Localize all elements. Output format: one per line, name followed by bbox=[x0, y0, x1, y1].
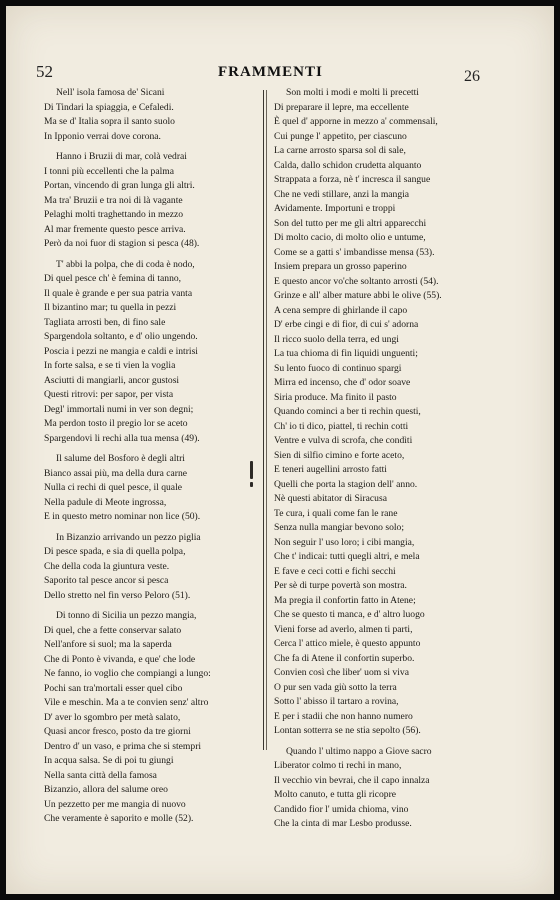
verse-line: Vieni forse ad averlo, almen ti parti, bbox=[274, 623, 413, 635]
verse-line: Insiem prepara un grosso paperino bbox=[274, 261, 407, 272]
verse-line: O pur sen vada giù sotto la terra bbox=[274, 681, 397, 693]
verse-line: Quando cominci a ber ti rechin questi, bbox=[274, 406, 421, 417]
left-column-stanza bbox=[44, 150, 256, 252]
verse-line: Che t' indicai: tutti quegli altri, e mela bbox=[274, 551, 420, 562]
verse-line: Portan, vincendo di gran lunga gli altri. bbox=[44, 180, 195, 191]
verse-line: Nell' isola famosa de' Sicani bbox=[56, 87, 165, 98]
verse-line: Ch' io ti dico, piattel, ti rechin cotti bbox=[274, 420, 409, 432]
verse-line: D' aver lo sgombro per metà salato, bbox=[44, 711, 181, 723]
verse-line: Non seguir l' uso loro; i cibi mangia, bbox=[274, 536, 415, 548]
verse-line: Liberator colmo ti rechi in mano, bbox=[274, 760, 402, 771]
verse-line: Degl' immortali numi in ver son degni; bbox=[44, 403, 194, 415]
verse-line: Che ne vedi stillare, anzi la mangia bbox=[274, 188, 410, 200]
verse-line: Mirra ed incenso, che d' odor soave bbox=[274, 377, 411, 388]
verse-line: Di quel, che a fette conservar salato bbox=[44, 624, 182, 636]
verse-line: Son molti i modi e molti li precetti bbox=[286, 87, 419, 98]
verse-line: Di Tindari la spiaggia, e Cefaledi. bbox=[44, 101, 174, 113]
verse-line: Poscia i pezzi ne mangia e caldi e intrisi bbox=[44, 345, 198, 357]
verse-line: Il bizantino mar; tu quella in pezzi bbox=[44, 302, 177, 313]
verse-line: E per i stadii che non hanno numero bbox=[274, 710, 413, 722]
verse-line: Di quel pesce ch' è femina di tanno, bbox=[44, 273, 182, 284]
book-page bbox=[6, 6, 554, 894]
verse-line: Ma se d' Italia sopra il santo suolo bbox=[44, 116, 175, 127]
verse-line: I tonni più eccellenti che la palma bbox=[44, 165, 174, 177]
verse-line: Molto canuto, e tutta gli ricopre bbox=[274, 789, 397, 800]
verse-line: Però da noi fuor di stagion si pesca (48). bbox=[44, 238, 200, 249]
left-column-stanza bbox=[44, 531, 256, 604]
verse-line: Dello stretto nel fin verso Peloro (51). bbox=[44, 589, 191, 601]
verse-line: Convien così che liber' uom si viva bbox=[274, 667, 409, 678]
verse-line: Pelaghi molti traghettando in mezzo bbox=[44, 209, 184, 220]
column-divider-thin bbox=[266, 90, 267, 750]
verse-line: In Bizanzio arrivando un pezzo piglia bbox=[56, 531, 201, 543]
verse-line: Sien di silfio cimino e forte aceto, bbox=[274, 449, 405, 461]
verse-line: Candido fior l' umida chioma, vino bbox=[274, 803, 409, 815]
left-column bbox=[44, 86, 256, 833]
verse-line: Spargendovi li rechi alla tua mensa (49). bbox=[44, 432, 200, 444]
verse-line: Cerca l' attico miele, è questo appunto bbox=[274, 638, 421, 649]
verse-line: Grinze e all' alber mature abbi le olive (55). bbox=[274, 290, 442, 301]
verse-line: Son del tutto per me gli altri apparecchi bbox=[274, 217, 427, 229]
verse-line: Sotto l' abisso il tartaro a rovina, bbox=[274, 696, 399, 707]
left-column-stanza bbox=[44, 258, 256, 447]
verse-line: Nulla ci rechi di quel pesce, il quale bbox=[44, 482, 182, 493]
verse-line: Asciutti di mangiarli, ancor gustosi bbox=[44, 374, 180, 386]
verse-line: A cena sempre di ghirlande il capo bbox=[274, 304, 408, 316]
verse-line: Nè questi abitator di Siracusa bbox=[274, 493, 387, 504]
verse-line: In forte salsa, e se ti vien la voglia bbox=[44, 360, 176, 371]
right-column-stanza bbox=[274, 745, 514, 832]
verse-line: Che fa di Atene il confortin superbo. bbox=[274, 652, 415, 664]
verse-line: Siria produce. Ma finito il pasto bbox=[274, 391, 397, 403]
verse-line: Che veramente è saporito e molle (52). bbox=[44, 813, 194, 824]
verse-line: Pochi san tra'mortali esser quel cibo bbox=[44, 682, 183, 694]
verse-line: Su lento fuoco di continuo spargi bbox=[274, 362, 402, 374]
verse-line: Ma perdon tosto il pregio lor se aceto bbox=[44, 418, 188, 429]
verse-line: Nella padule di Meote ingrossa, bbox=[44, 496, 167, 508]
verse-line: In Ipponio verrai dove corona. bbox=[44, 130, 161, 142]
left-column-stanza bbox=[44, 452, 256, 525]
verse-line: Come se a gatti s' imbandisse mensa (53). bbox=[274, 246, 435, 258]
verse-line: Di tonno di Sicilia un pezzo mangia, bbox=[56, 610, 197, 621]
verse-line: Quelli che porta la stagion dell' anno. bbox=[274, 478, 418, 490]
verse-line: Quasi ancor fresco, posto da tre giorni bbox=[44, 726, 191, 737]
right-column-stanza bbox=[274, 86, 514, 739]
verse-line: Il quale è grande e per sua patria vanta bbox=[44, 287, 193, 299]
left-column-stanza bbox=[44, 86, 256, 144]
verse-line: Nell'anfore si suol; ma la saperda bbox=[44, 639, 172, 650]
verse-line: Ma pregia il confortin fatto in Atene; bbox=[274, 594, 416, 606]
verse-line: Che se questo ti manca, e d' altro luogo bbox=[274, 609, 425, 620]
verse-line: Saporito tal pesce ancor si pesca bbox=[44, 575, 169, 586]
verse-line: In acqua salsa. Se di poi tu giungi bbox=[44, 755, 174, 766]
verse-line: Il vecchio vin bevrai, che il capo innalza bbox=[274, 774, 430, 786]
verse-line: Quando l' ultimo nappo a Giove sacro bbox=[286, 745, 432, 757]
verse-line: Tagliata arrosti ben, di fino sale bbox=[44, 316, 166, 328]
column-divider bbox=[263, 90, 264, 750]
verse-line: D' erbe cingi e di fior, di cui s' adorna bbox=[274, 319, 419, 330]
verse-line: Di molto cacio, di molto olio e untume, bbox=[274, 232, 426, 243]
running-title: FRAMMENTI bbox=[218, 64, 323, 80]
verse-line: Che della coda la giuntura veste. bbox=[44, 560, 170, 572]
verse-line: La carne arrosto sparsa sol di sale, bbox=[274, 145, 406, 156]
verse-line: Nella santa città della famosa bbox=[44, 769, 157, 781]
verse-line: Ma tra' Bruzii e tra noi di là vagante bbox=[44, 194, 183, 206]
page-number-left: 52 bbox=[36, 62, 53, 81]
page-number-right: 26 bbox=[464, 68, 480, 85]
verse-line: Ventre e vulva di scrofa, che condìti bbox=[274, 435, 413, 446]
verse-line: Il salume del Bosforo è degli altri bbox=[56, 453, 185, 464]
verse-line: Te cura, i quali come fan le rane bbox=[274, 507, 398, 519]
verse-line: Strappata a forza, nè t' incresca il sangue bbox=[274, 174, 431, 185]
verse-line: Di pesce spada, e sia di quella polpa, bbox=[44, 546, 186, 557]
verse-line: E in questo metro nominar non lice (50). bbox=[44, 511, 201, 522]
verse-line: Bizanzio, allora del salume oreo bbox=[44, 784, 168, 795]
verse-line: Avidamente. Importuni e troppi bbox=[274, 203, 396, 214]
right-column bbox=[274, 86, 514, 838]
verse-line: Hanno i Bruzii di mar, colà vedrai bbox=[56, 151, 187, 162]
left-column-stanza bbox=[44, 609, 256, 827]
verse-line: Questi ritrovi: per sapor, per vista bbox=[44, 389, 174, 400]
verse-line: Senza nulla mangiar bevono solo; bbox=[274, 522, 405, 533]
verse-line: Che la cinta di mar Lesbo produsse. bbox=[274, 818, 412, 829]
verse-line: Il ricco suolo della terra, ed ungi bbox=[274, 333, 399, 345]
verse-line: Spargendola soltanto, e d' olio ungendo. bbox=[44, 331, 198, 342]
verse-line: È quel d' apporne in mezzo a' commensali, bbox=[274, 116, 438, 127]
verse-line: E fave e ceci cotti e fichi secchi bbox=[274, 565, 396, 577]
verse-line: T' abbi la polpa, che di coda è nodo, bbox=[56, 258, 195, 270]
verse-line: Vile e meschin. Ma a te convien senz' altro bbox=[44, 697, 209, 708]
verse-line: E questo ancor vo'che soltanto arrosti (54). bbox=[274, 275, 439, 287]
verse-line: Ne fanno, io voglio che compiangi a lungo: bbox=[44, 668, 211, 679]
verse-line: La tua chioma di fin liquidi unguenti; bbox=[274, 348, 418, 359]
verse-line: Calda, dallo schidon crudetta alquanto bbox=[274, 159, 422, 171]
verse-line: Un pezzetto per me mangia di nuovo bbox=[44, 798, 186, 810]
verse-line: Al mar fremente questo pesce arriva. bbox=[44, 223, 186, 235]
verse-line: Che di Ponto è vivanda, e que' che lode bbox=[44, 653, 196, 665]
verse-line: Lontan sotterra se ne stia sepolto (56). bbox=[274, 725, 421, 736]
verse-line: E teneri augellini arrosto fatti bbox=[274, 464, 387, 475]
verse-line: Per sè di turpe povertà son mostra. bbox=[274, 580, 407, 591]
verse-line: Cui punge l' appetito, per ciascuno bbox=[274, 130, 407, 142]
verse-line: Di preparare il lepre, ma eccellente bbox=[274, 101, 409, 113]
verse-line: Dentro d' un vaso, e prima che si stempri bbox=[44, 740, 202, 752]
verse-line: Bianco assai più, ma della dura carne bbox=[44, 467, 188, 479]
